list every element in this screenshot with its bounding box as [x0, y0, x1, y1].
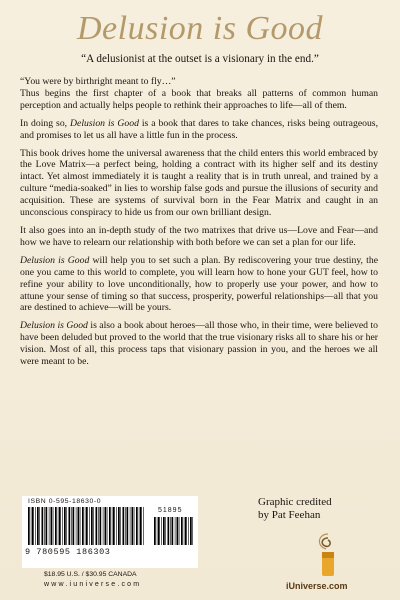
barcode-bar [62, 507, 63, 545]
barcode-bar [134, 507, 135, 545]
blurb-paragraph: Thus begins the first chapter of a book that breaks all patterns of common human perception and actually helps people to rethink their approaches to life—all of them. [20, 87, 378, 111]
barcode-bar [78, 507, 80, 545]
blurb-paragraph: “You were by birthright meant to fly…” [20, 76, 176, 87]
barcode-bar [76, 507, 77, 545]
publisher-logo-text: iUniverse.com [286, 581, 348, 591]
barcode-bar [69, 507, 71, 545]
barcode-bar [73, 507, 75, 545]
barcode-bar [109, 507, 111, 545]
barcode-bar [103, 507, 104, 545]
barcode-bar [139, 507, 140, 545]
blurb-paragraph: It also goes into an in-depth study of the two matrixes that drive us—Love and Fear—and how we have to relearn our relationship with both before we can set a plan for our life. [20, 224, 378, 248]
barcode-bar [100, 507, 102, 545]
iuniverse-logo-icon [300, 530, 356, 580]
barcode-bar [80, 507, 81, 545]
barcode-bar [58, 507, 59, 545]
barcode-bar [143, 507, 144, 545]
price: $18.95 U.S. / $30.95 CANADA [44, 571, 137, 578]
barcode [22, 496, 198, 568]
barcode-bar [105, 507, 107, 545]
price-addon-code: 51895 [158, 507, 183, 514]
barcode-bar [165, 517, 166, 545]
barcode-bar [51, 507, 53, 545]
barcode-bar [86, 507, 88, 545]
barcode-bar [157, 517, 158, 545]
barcode-bar [123, 507, 125, 545]
barcode-bar [190, 517, 192, 545]
barcode-bar [42, 507, 44, 545]
barcode-bar [170, 517, 171, 545]
barcode-bar [136, 507, 138, 545]
addon-barcode-bars [154, 517, 194, 545]
ean-digits: 9 780595 186303 [25, 547, 111, 557]
barcode-bar [192, 517, 193, 545]
barcode-bar [118, 507, 120, 545]
barcode-bar [49, 507, 50, 545]
blurb-paragraph: This book drives home the universal awareness that the child enters this world embraced by the Love Matrix—a perfect being, holding a contract with its higher self and its destiny intact. Yet almost immediately it is taught a reality that is in truth unreal, and trained by a culture “media-soaked” in lies to worship false gods and pursue the illusions of security and acquisition. These are systems of survival born in the Fear Matrix and caught in an unconscious conspiracy to hide us from our own brilliant design. [20, 147, 378, 219]
barcode-bar [32, 507, 34, 545]
barcode-bar [107, 507, 108, 545]
barcode-bar [64, 507, 66, 545]
graphic-credit: Graphic credited by Pat Feehan [258, 496, 332, 521]
barcode-bar [39, 507, 40, 545]
barcode-bar [120, 507, 121, 545]
barcode-bar [28, 507, 30, 545]
publisher-url: www.iuniverse.com [44, 581, 142, 588]
barcode-bar [175, 517, 176, 545]
barcode-bar [113, 507, 115, 545]
barcode-bar [59, 507, 61, 545]
barcode-bar [55, 507, 57, 545]
barcode-bar [140, 507, 142, 545]
barcode-bar [46, 507, 48, 545]
barcode-bar [98, 507, 99, 545]
barcode-bar [112, 507, 113, 545]
barcode-bar [188, 517, 189, 545]
barcode-bar [116, 507, 117, 545]
barcode-bar [85, 507, 86, 545]
blurb-paragraph: Delusion is Good will help you to set such a plan. By rediscovering your true destiny, the one you came to this world to complete, you will learn how to hone your GUT feel, how to refine your ability to love unconditionally, how to properly use your power, and how to attune your sense of timing so that success, prosperity, powerful relationships—all that you are destined to achieve—will be yours. [20, 254, 378, 314]
isbn-label: ISBN 0-595-18630-0 [28, 498, 102, 505]
barcode-bar [93, 507, 94, 545]
epigraph-quote: “A delusionist at the outset is a visionary in the end.” [81, 53, 319, 65]
barcode-bar [177, 517, 179, 545]
barcode-bar [163, 517, 165, 545]
barcode-bar [44, 507, 45, 545]
barcode-bar [181, 517, 183, 545]
barcode-bar [66, 507, 67, 545]
barcode-bar [168, 517, 170, 545]
barcode-bar [132, 507, 134, 545]
barcode-bar [89, 507, 90, 545]
barcode-bar [127, 507, 129, 545]
barcode-bar [161, 517, 162, 545]
barcode-bar [158, 517, 160, 545]
barcode-bar [82, 507, 84, 545]
barcode-bar [125, 507, 126, 545]
barcode-bar [53, 507, 54, 545]
barcode-bar [35, 507, 36, 545]
barcode-bar [37, 507, 39, 545]
book-title: Delusion is Good [77, 10, 323, 47]
blurb-paragraph: Delusion is Good is also a book about heroes—all those who, in their time, were believed to have been deluded but proved to the world that the true visionary risks all to share his or her vision. Most of all, this process taps that visionary passion in you, and the heroes we all were meant to be. [20, 320, 378, 368]
barcode-bar [96, 507, 98, 545]
ean-barcode-bars [28, 507, 146, 545]
barcode-bar [179, 517, 180, 545]
barcode-bar [154, 517, 156, 545]
barcode-bar [71, 507, 72, 545]
blurb-paragraph: In doing so, Delusion is Good is a book that dares to take chances, risks being outrageous, and promises to let us all have a little fun in the process. [20, 117, 378, 141]
barcode-bar [130, 507, 131, 545]
barcode-bar [91, 507, 93, 545]
barcode-bar [185, 517, 187, 545]
barcode-bar [172, 517, 174, 545]
blurb-text [20, 76, 378, 374]
barcode-bar [184, 517, 185, 545]
barcode-bar [31, 507, 32, 545]
